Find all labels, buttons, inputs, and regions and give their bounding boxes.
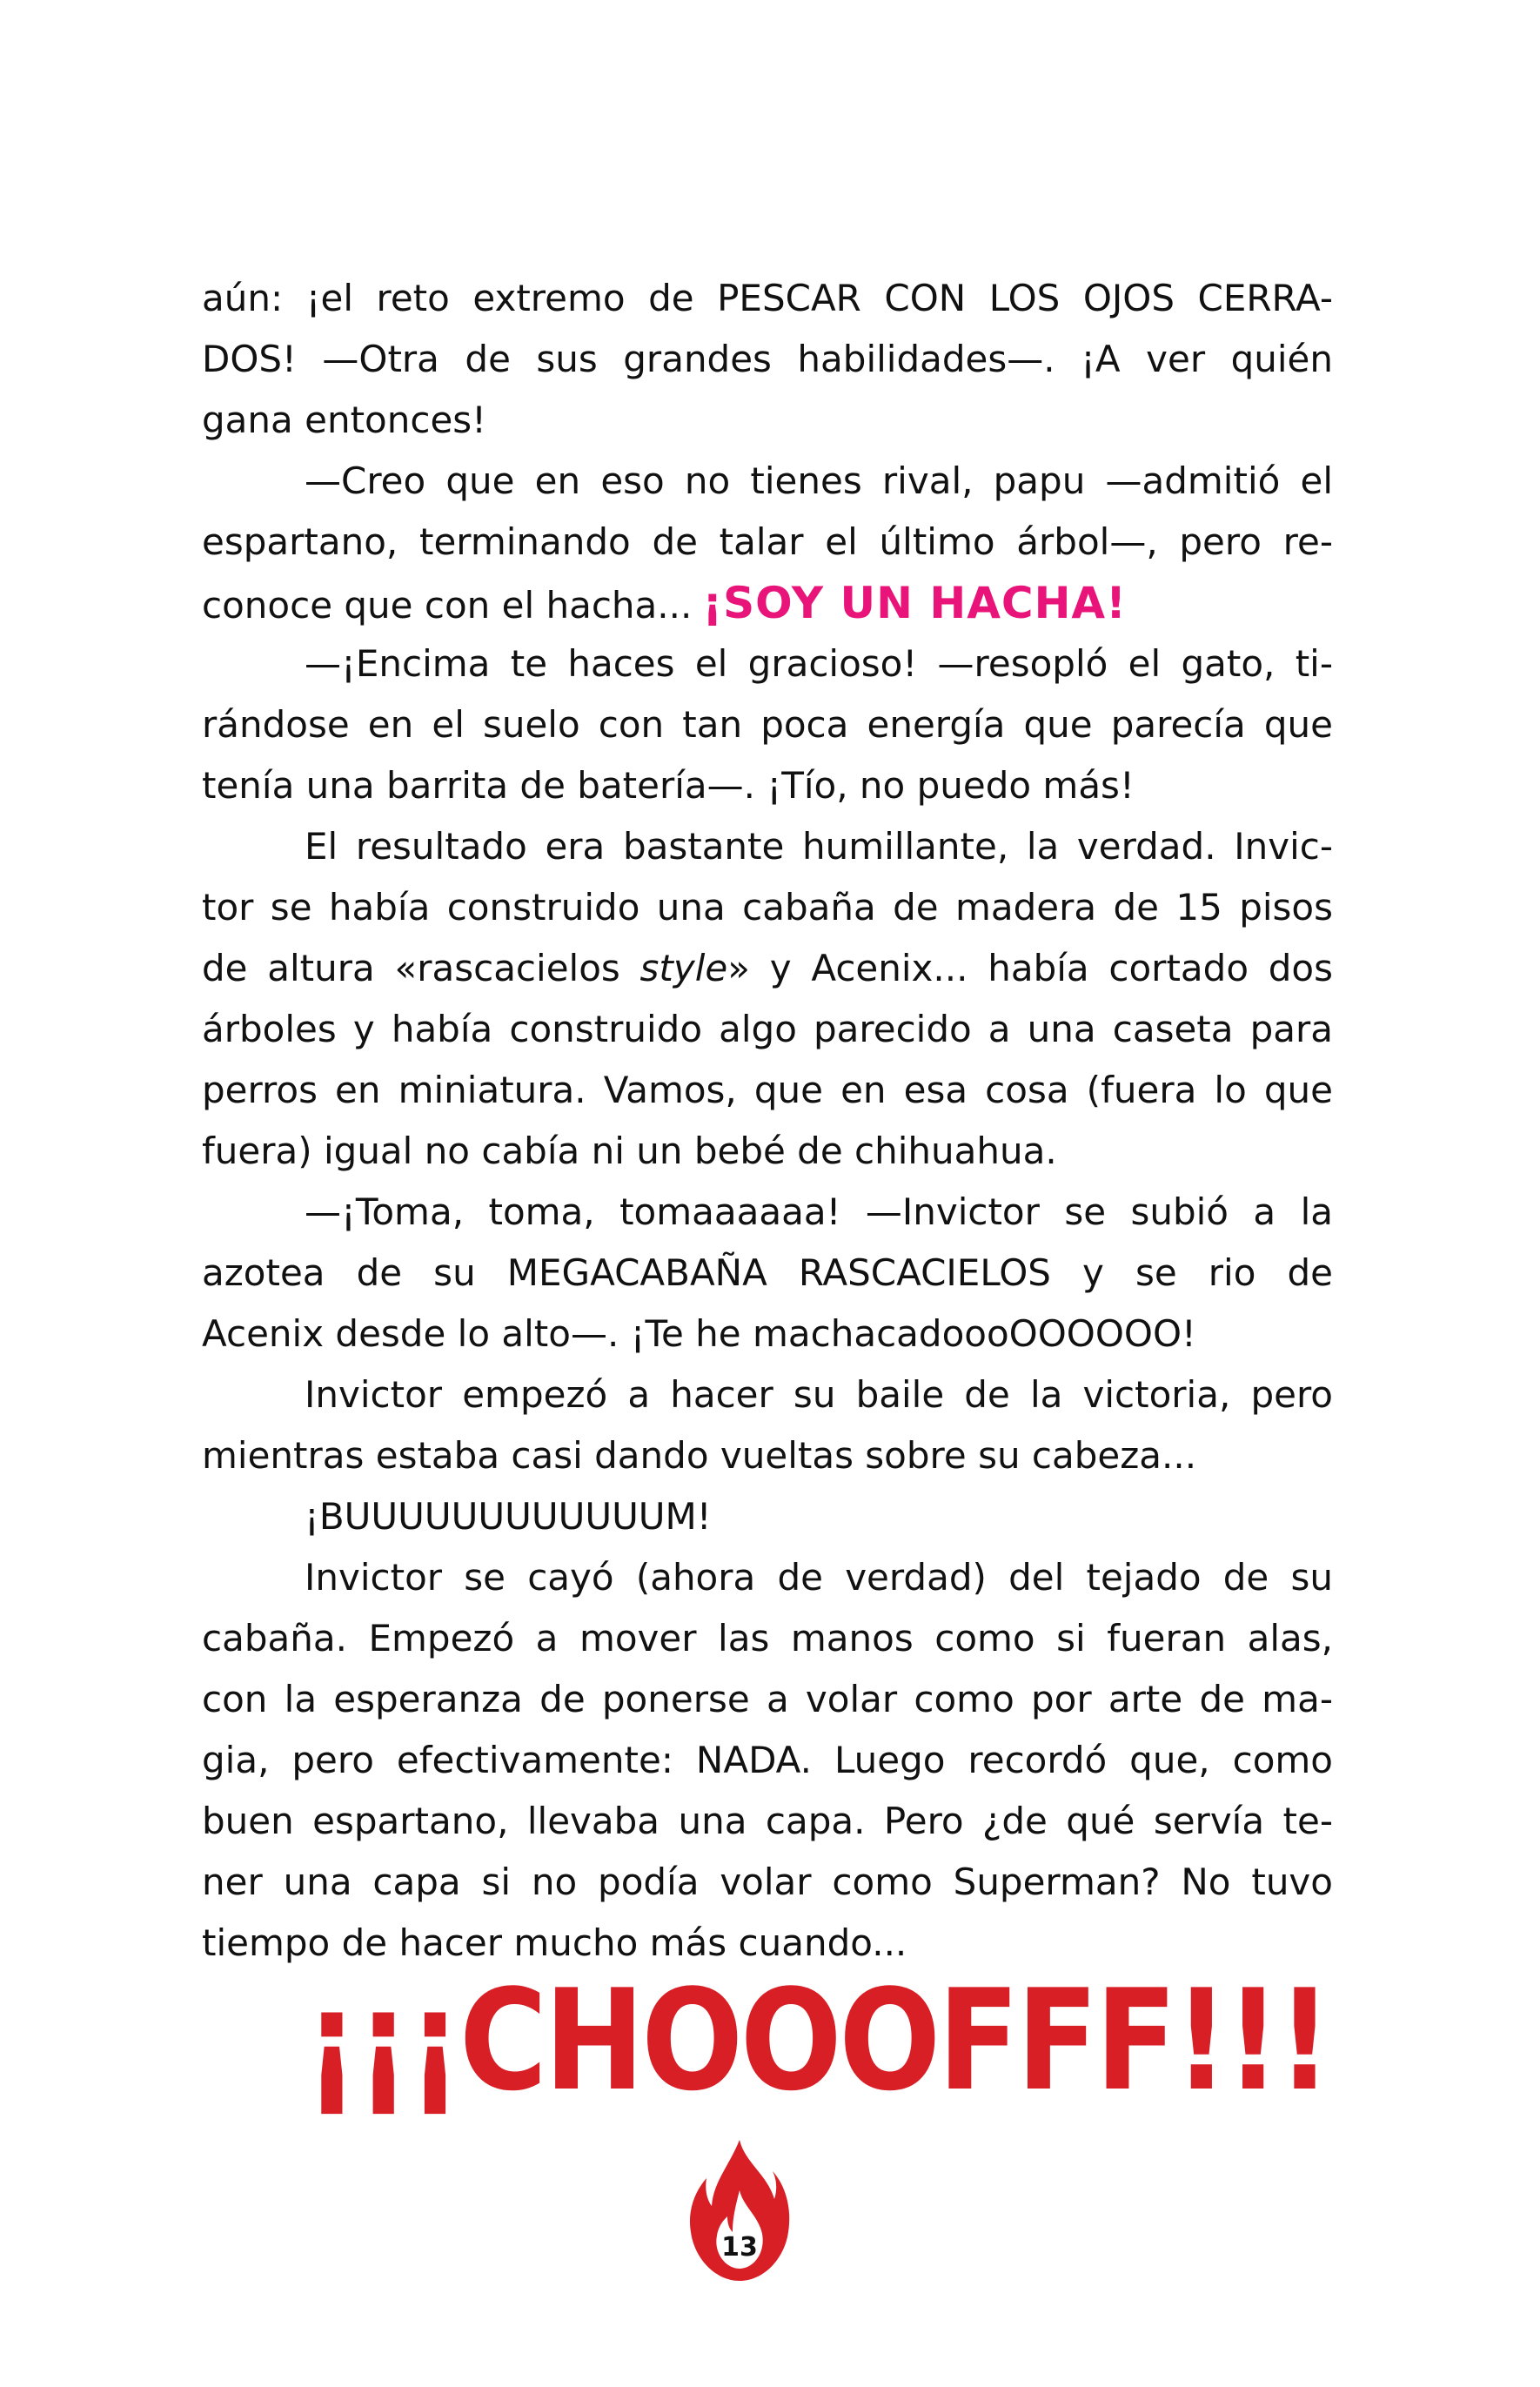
- text-line: El resultado era bastante humillante, la verdad. Invic-: [305, 825, 1333, 868]
- body-text: [202, 268, 1333, 1974]
- text-line: cabaña. Empezó a mover las manos como si fueran alas,: [202, 1617, 1333, 1660]
- text-line: azotea de su MEGACABAÑA RASCACIELOS y se rio de: [202, 1251, 1333, 1294]
- line-text: de altura «rascacielos: [202, 947, 640, 989]
- text-line: tor se había construido una cabaña de madera de 15 pisos: [202, 886, 1333, 929]
- text-line: árboles y había construido algo parecido a una caseta para: [202, 1008, 1333, 1050]
- text-line: tenía una barrita de batería—. ¡Tío, no puedo más!: [202, 764, 1135, 807]
- page-number-badge: [687, 2136, 792, 2284]
- text-line: ner una capa si no podía volar como Superman? No tuvo: [202, 1861, 1333, 1903]
- line-text: » y Acenix... había cortado dos: [727, 947, 1334, 989]
- text-line: mientras estaba casi dando vueltas sobre su cabeza...: [202, 1434, 1197, 1477]
- text-line: fuera) igual no cabía ni un bebé de chihuahua.: [202, 1130, 1057, 1172]
- text-line: rándose en el suelo con tan poca energía que parecía que: [202, 703, 1333, 746]
- text-line: [202, 938, 1333, 999]
- text-line: —¡Encima te haces el gracioso! —resopló el gato, ti-: [305, 642, 1333, 685]
- inline-shout: ¡SOY UN HACHA!: [702, 578, 1127, 628]
- text-line: buen espartano, llevaba una capa. Pero ¿de qué servía te-: [202, 1800, 1333, 1842]
- text-line: gia, pero efectivamente: NADA. Luego recordó que, como: [202, 1739, 1333, 1781]
- text-line: espartano, terminando de talar el último árbol—, pero re-: [202, 520, 1333, 563]
- italic-word: style: [639, 947, 728, 989]
- text-line: tiempo de hacer mucho más cuando...: [202, 1921, 907, 1964]
- text-line: Invictor empezó a hacer su baile de la victoria, pero: [305, 1373, 1333, 1416]
- text-line: Acenix desde lo alto—. ¡Te he machacadoooOOOOOO!: [202, 1312, 1196, 1355]
- text-line: con la esperanza de ponerse a volar como por arte de ma-: [202, 1678, 1333, 1720]
- text-line: —Creo que en eso no tienes rival, papu —admitió el: [305, 459, 1333, 502]
- page-number: 13: [721, 2232, 758, 2263]
- sound-effect-title: ¡¡¡CHOOOFFF!!!: [305, 1959, 1329, 2122]
- text-line: DOS! —Otra de sus grandes habilidades—. ¡A ver quién: [202, 338, 1333, 380]
- text-line: aún: ¡el reto extremo de PESCAR CON LOS OJOS CERRA-: [202, 277, 1333, 319]
- line-text: conoce que con el hacha...: [202, 584, 693, 627]
- text-line: [202, 573, 1333, 634]
- text-line: perros en miniatura. Vamos, que en esa cosa (fuera lo que: [202, 1069, 1333, 1111]
- text-line: —¡Toma, toma, tomaaaaaa! —Invictor se subió a la: [305, 1190, 1333, 1233]
- text-line: gana entonces!: [202, 399, 486, 441]
- text-line: Invictor se cayó (ahora de verdad) del tejado de su: [305, 1556, 1333, 1599]
- text-line: ¡BUUUUUUUUUUUUM!: [305, 1495, 712, 1538]
